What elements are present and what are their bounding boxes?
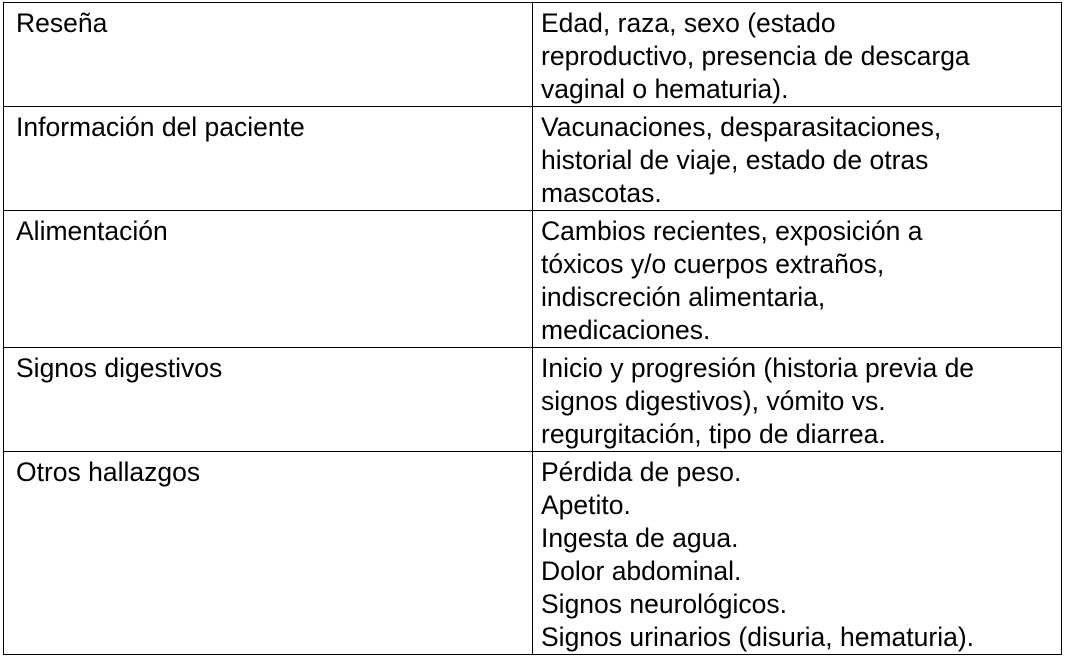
row-details: [533, 348, 1062, 452]
row-details: [533, 107, 1062, 211]
detail-line: Apetito.: [541, 490, 631, 520]
row-details: [533, 452, 1062, 655]
row-label-text: Reseña: [16, 8, 108, 38]
table-row: [4, 3, 1062, 107]
detail-line: Vacunaciones, desparasitaciones,: [541, 112, 942, 142]
row-details: [533, 211, 1062, 348]
row-label: [4, 3, 533, 107]
detail-line: Edad, raza, sexo (estado: [541, 8, 836, 38]
table-row: [4, 348, 1062, 452]
detail-line: tóxicos y/o cuerpos extraños,: [541, 249, 885, 279]
history-table: [3, 2, 1062, 655]
row-label: [4, 107, 533, 211]
detail-line: mascotas.: [541, 178, 662, 208]
row-label: [4, 452, 533, 655]
detail-line: medicaciones.: [541, 315, 711, 345]
row-label: [4, 211, 533, 348]
row-label: [4, 348, 533, 452]
detail-line: Signos urinarios (disuria, hematuria).: [541, 622, 975, 652]
detail-line: regurgitación, tipo de diarrea.: [541, 419, 886, 449]
detail-line: Cambios recientes, exposición a: [541, 216, 923, 246]
detail-line: Inicio y progresión (historia previa de: [541, 353, 975, 383]
detail-line: Pérdida de peso.: [541, 457, 742, 487]
detail-line: Dolor abdominal.: [541, 556, 742, 586]
detail-line: signos digestivos), vómito vs.: [541, 386, 886, 416]
row-details: [533, 3, 1062, 107]
detail-line: Ingesta de agua.: [541, 523, 739, 553]
detail-line: Signos neurológicos.: [541, 589, 788, 619]
row-label-text: Información del paciente: [16, 112, 305, 142]
table-row: [4, 452, 1062, 655]
row-label-text: Signos digestivos: [16, 353, 223, 383]
row-label-text: Otros hallazgos: [16, 457, 201, 487]
detail-line: historial de viaje, estado de otras: [541, 145, 929, 175]
table-row: [4, 211, 1062, 348]
detail-line: indiscreción alimentaria,: [541, 282, 826, 312]
detail-line: vaginal o hematuria).: [541, 74, 789, 104]
detail-line: reproductivo, presencia de descarga: [541, 41, 970, 71]
table-row: [4, 107, 1062, 211]
row-label-text: Alimentación: [16, 216, 168, 246]
